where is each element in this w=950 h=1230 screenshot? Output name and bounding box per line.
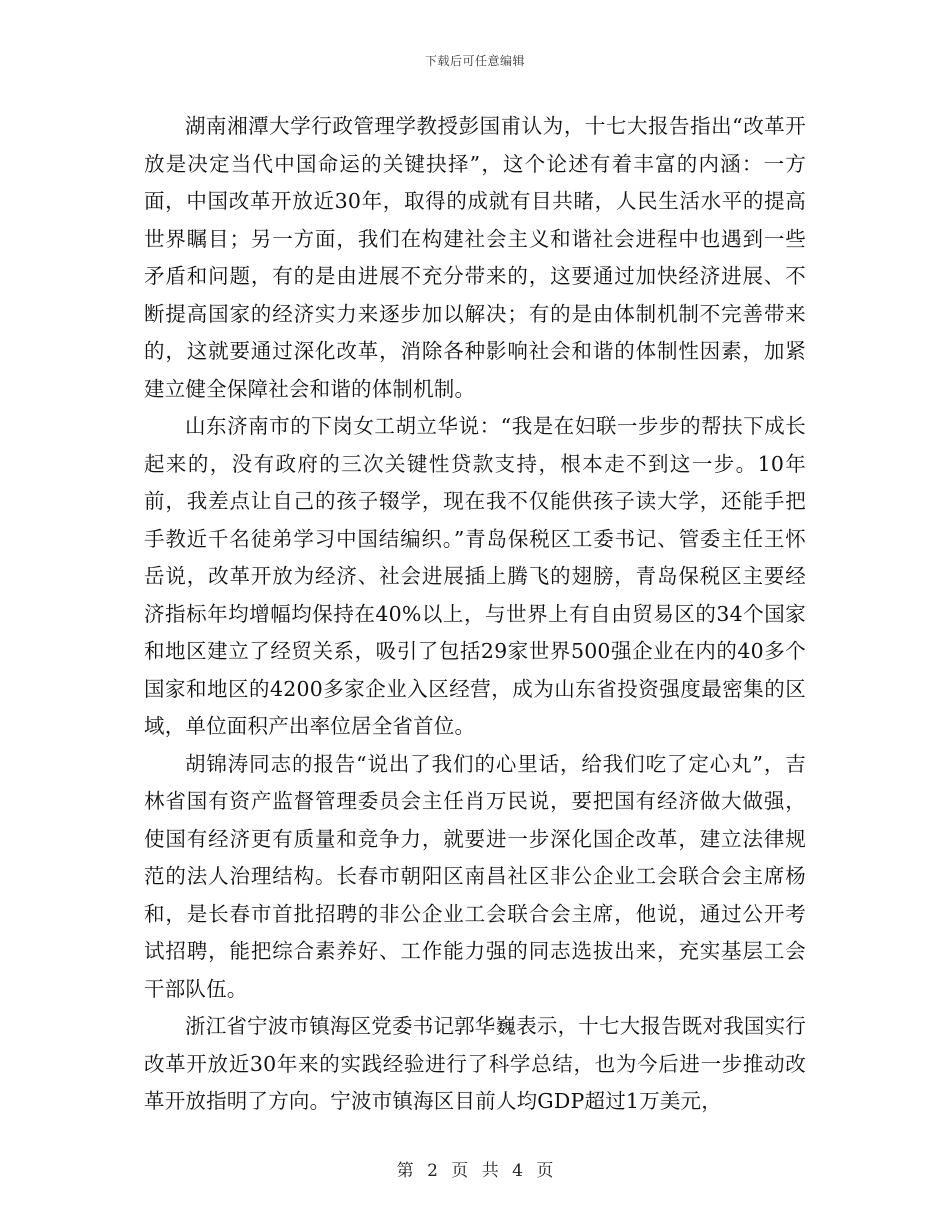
paragraph-3: 胡锦涛同志的报告“说出了我们的心里话，给我们吃了定心丸”，吉林省国有资产监督管理委员会主任肖万民说，要把国有经济做大做强，使国有经济更有质量和竞争力，就要进一步深化国企改革，建立法律规范的法人治理结构。长春市朝阳区南昌社区非公企业工会联合会主席杨和，是长春市首批招聘的非公企业工会联合会主席，他说，通过公开考试招聘，能把综合素养好、工作能力强的同志选拔出来，充实基层工会干部队伍。 [144, 751, 806, 1001]
page-header: 下载后可任意编辑 [424, 54, 525, 68]
page-footer: 第 2 页 共 4 页 [396, 1161, 554, 1181]
paragraph-1: 湖南湘潭大学行政管理学教授彭国甫认为，十七大报告指出“改革开放是决定当代中国命运的关键抉择”，这个论述有着丰富的内涵：一方面，中国改革开放近30年，取得的成就有目共睹，人民生活水平的提高世界瞩目；另一方面，我们在构建社会主义和谐社会进程中也遇到一些矛盾和问题，有的是由进展不充分带来的，这要通过加快经济进展、不断提高国家的经济实力来逐步加以解决；有的是由体制机制不完善带来的，这就要通过深化改革，消除各种影响社会和谐的体制性因素，加紧建立健全保障社会和谐的体制机制。 [144, 114, 806, 401]
paragraph-2: 山东济南市的下岗女工胡立华说：“我是在妇联一步步的帮扶下成长起来的，没有政府的三次关键性贷款支持，根本走不到这一步。10年前，我差点让自己的孩子辍学，现在我不仅能供孩子读大学，还能手把手教近千名徒弟学习中国结编织。”青岛保税区工委书记、管委主任王怀岳说，改革开放为经济、社会进展插上腾飞的翅膀，青岛保税区主要经济指标年均增幅均保持在40%以上，与世界上有自由贸易区的34个国家和地区建立了经贸关系，吸引了包括29家世界500强企业在内的40多个国家和地区的4200多家企业入区经营，成为山东省投资强度最密集的区域，单位面积产出率位居全省首位。 [144, 414, 806, 738]
paragraph-4: 浙江省宁波市镇海区党委书记郭华巍表示，十七大报告既对我国实行改革开放近30年来的实践经验进行了科学总结，也为今后进一步推动改革开放指明了方向。宁波市镇海区目前人均GDP超过1万美元， [144, 1014, 806, 1113]
document-body [144, 108, 806, 1121]
